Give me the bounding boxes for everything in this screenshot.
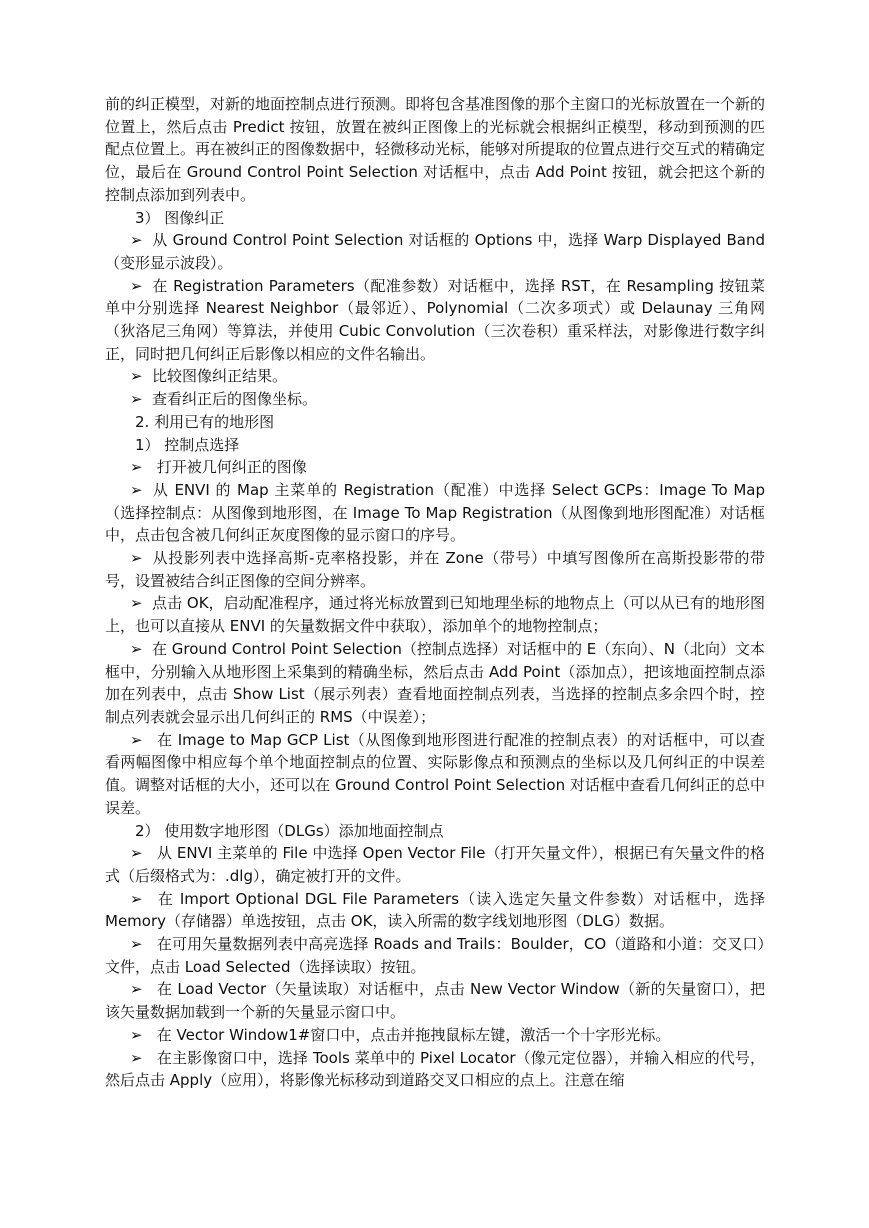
- bullet-item: [105, 547, 765, 592]
- arrow-bullet-icon: ➢: [130, 367, 143, 386]
- arrow-bullet-icon: ➢: [130, 458, 143, 477]
- arrow-bullet-icon: ➢: [130, 1025, 143, 1044]
- section-heading: 1） 控制点选择: [135, 435, 240, 454]
- bullet-text: 在 Import Optional DGL File Parameters（读入选定矢量文件参数）对话框中，选择 Memory（存储器）单选按钮，点击 OK，读入所需的数字线划地形图（DLG）数据。: [105, 889, 765, 931]
- bullet-item: [105, 638, 765, 729]
- arrow-bullet-icon: ➢: [130, 639, 143, 658]
- arrow-bullet-icon: ➢: [130, 231, 143, 250]
- bullet-item: [105, 1047, 765, 1092]
- bullet-item: [105, 978, 765, 1023]
- bullet-text: 从 Ground Control Point Selection 对话框的 Options 中，选择 Warp Displayed Band（变形显示波段）。: [105, 231, 765, 272]
- bullet-item: [105, 842, 765, 887]
- section-heading: 2. 利用已有的地形图: [135, 412, 275, 431]
- arrow-bullet-icon: ➢: [130, 549, 143, 568]
- bullet-text: 在 Ground Control Point Selection（控制点选择）对话框中的 E（东向）、N（北向）文本框中，分别输入从地形图上采集到的精确坐标，然后点击 Add Point（添加点），把该地面控制点添加在列表中，点击 Show List（展示列表）查看地面控制点列表，当选择的控制点多余四个时，控制点列表就会显示出几何纠正的 RMS（中误差）；: [105, 639, 765, 726]
- arrow-bullet-icon: ➢: [130, 390, 143, 409]
- bullet-text: 在 Vector Window1#窗口中，点击并拖拽鼠标左键，激活一个十字形光标。: [152, 1025, 671, 1044]
- bullet-text: 查看纠正后的图像坐标。: [152, 390, 318, 409]
- bullet-text: 在主影像窗口中，选择 Tools 菜单中的 Pixel Locator（像元定位器），并输入相应的代号，然后点击 Apply（应用），将影像光标移动到道路交叉口相应的点上。注意在缩: [105, 1048, 765, 1090]
- arrow-bullet-icon: ➢: [130, 935, 143, 954]
- bullet-item: [105, 933, 765, 978]
- arrow-bullet-icon: ➢: [130, 480, 143, 499]
- section-heading: 3） 图像纠正: [135, 208, 225, 227]
- bullet-item: [105, 388, 765, 411]
- bullet-item: [105, 275, 765, 366]
- arrow-bullet-icon: ➢: [130, 1048, 143, 1067]
- arrow-bullet-icon: ➢: [130, 276, 143, 295]
- bullet-text: 在 Registration Parameters（配准参数）对话框中，选择 RST，在 Resampling 按钮菜单中分别选择 Nearest Neighbor（最邻近）、Polynomial（二次多项式）或 Delaunay 三角网（狄洛尼三角网）等算法，并使用 Cubic Convolution（三次卷积）重采样法，对影像进行数字纠正，同时把几何纠正后影像以相应的文件名输出。: [105, 276, 765, 363]
- arrow-bullet-icon: ➢: [130, 980, 143, 999]
- bullet-item: [105, 229, 765, 274]
- bullet-text: 在可用矢量数据列表中高亮选择 Roads and Trails：Boulder，CO（道路和小道：交叉口）文件，点击 Load Selected（选择读取）按钮。: [105, 935, 765, 976]
- bullet-text: 在 Image to Map GCP List（从图像到地形图进行配准的控制点表）的对话框中，可以查看两幅图像中相应每个单个地面控制点的位置、实际影像点和预测点的坐标以及几何纠正的中误差值。调整对话框的大小，还可以在 Ground Control Point Selection 对话框中查看几何纠正的总中误差。: [105, 730, 765, 817]
- bullet-text: 从 ENVI 主菜单的 File 中选择 Open Vector File（打开矢量文件），根据已有矢量文件的格式（后缀格式为：.dlg），确定被打开的文件。: [105, 844, 765, 885]
- bullet-item: [105, 479, 765, 547]
- bullet-text: 在 Load Vector（矢量读取）对话框中，点击 New Vector Window（新的矢量窗口），把该矢量数据加载到一个新的矢量显示窗口中。: [105, 980, 765, 1022]
- bullet-text: 打开被几何纠正的图像: [152, 458, 307, 477]
- bullet-item: [105, 1024, 765, 1047]
- arrow-bullet-icon: ➢: [130, 730, 143, 749]
- arrow-bullet-icon: ➢: [130, 889, 143, 908]
- section-heading: 2） 使用数字地形图（DLGs）添加地面控制点: [135, 821, 444, 840]
- bullet-text: 比较图像纠正结果。: [152, 367, 288, 386]
- bullet-text: 从投影列表中选择高斯-克率格投影，并在 Zone（带号）中填写图像所在高斯投影带的带号，设置被结合纠正图像的空间分辨率。: [105, 549, 765, 590]
- bullet-item: [105, 888, 765, 933]
- bullet-text: 从 ENVI 的 Map 主菜单的 Registration（配准）中选择 Select GCPs：Image To Map（选择控制点：从图像到地形图，在 Image To Map Registration（从图像到地形图配准）对话框中，点击包含被几何纠正灰度图像的显示窗口的序号。: [105, 480, 765, 545]
- paragraph: 前的纠正模型，对新的地面控制点进行预测。即将包含基准图像的那个主窗口的光标放置在一个新的位置上，然后点击 Predict 按钮，放置在被纠正图像上的光标就会根据纠正模型，移动到预测的匹配点位置上。再在被纠正的图像数据中，轻微移动光标，能够对所提取的位置点进行交互式的精确定位，最后在 Ground Control Point Selection 对话框中，点击 Add Point 按钮，就会把这个新的控制点添加到列表中。: [105, 95, 766, 204]
- arrow-bullet-icon: ➢: [130, 594, 143, 613]
- bullet-text: 点击 OK，启动配准程序，通过将光标放置到已知地理坐标的地物点上（可以从已有的地形图上，也可以直接从 ENVI 的矢量数据文件中获取），添加单个的地物控制点；: [105, 594, 765, 636]
- bullet-item: [105, 729, 765, 820]
- arrow-bullet-icon: ➢: [130, 844, 143, 863]
- bullet-item: [105, 592, 765, 637]
- bullet-item: [105, 456, 765, 479]
- document-body: [105, 93, 765, 1092]
- bullet-item: [105, 365, 765, 388]
